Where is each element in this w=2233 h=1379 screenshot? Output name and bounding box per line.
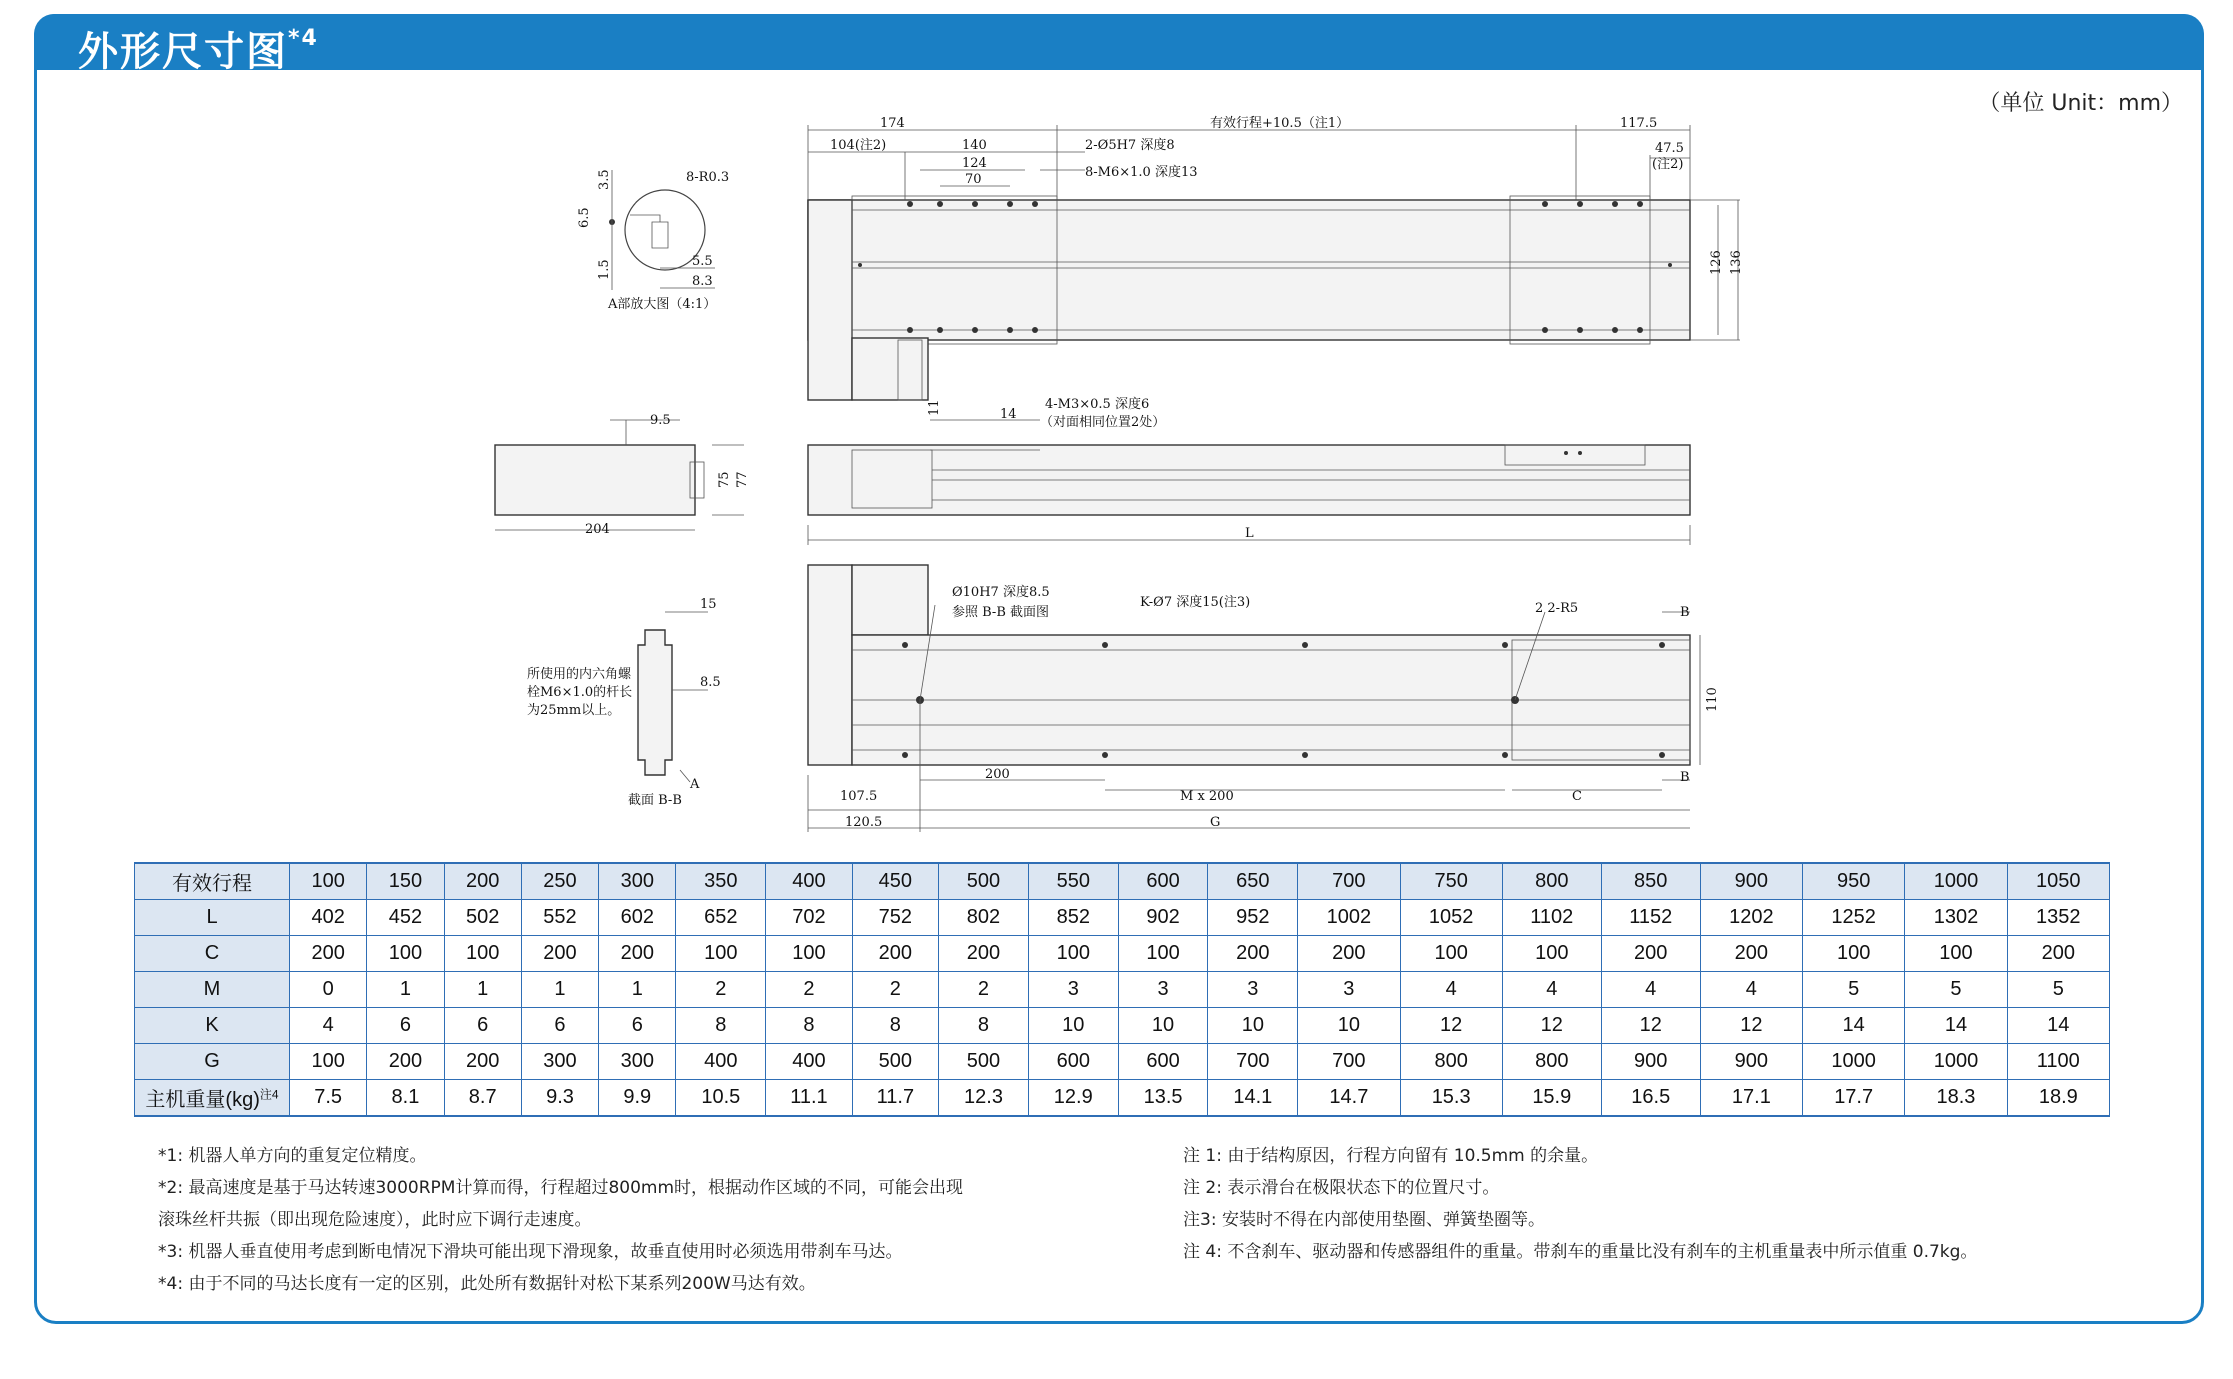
dim-9-5: 9.5 — [650, 413, 671, 428]
table-cell: 4 — [1400, 972, 1502, 1008]
table-cell: 600 — [1028, 1044, 1118, 1080]
table-cell: 8.7 — [444, 1080, 521, 1117]
table-cell: 700 — [1208, 1044, 1298, 1080]
table-cell: 1202 — [1700, 900, 1802, 936]
dim-124: 124 — [962, 156, 987, 171]
detail-6-5: 6.5 — [577, 207, 592, 228]
table-cell: 6 — [521, 1008, 598, 1044]
table-cell: 952 — [1208, 900, 1298, 936]
section-caption: 截面 B-B — [628, 793, 682, 808]
table-cell: 750 — [1400, 863, 1502, 900]
row-label: G — [135, 1044, 290, 1080]
table-cell: 600 — [1118, 1044, 1208, 1080]
unit-label: （单位 Unit：mm） — [1978, 91, 2183, 116]
table-cell: 15.3 — [1400, 1080, 1502, 1117]
detail-caption: A部放大图（4:1） — [608, 297, 717, 312]
spec-table — [134, 862, 2110, 1117]
table-cell: 1302 — [1905, 900, 2007, 936]
ref-callout: 参照 B-B 截面图 — [952, 605, 1050, 620]
table-cell: 8.1 — [367, 1080, 444, 1117]
table-cell: 9.3 — [521, 1080, 598, 1117]
dim-140: 140 — [962, 138, 987, 153]
dim-104: 104(注2) — [830, 138, 887, 153]
table-cell: 3 — [1118, 972, 1208, 1008]
table-cell: 13.5 — [1118, 1080, 1208, 1117]
table-cell: 100 — [1028, 936, 1118, 972]
table-cell: 6 — [367, 1008, 444, 1044]
table-row — [135, 936, 2110, 972]
table-cell: 17.1 — [1700, 1080, 1802, 1117]
table-cell: 5 — [2007, 972, 2109, 1008]
table-cell: 452 — [367, 900, 444, 936]
table-cell: 12 — [1502, 1008, 1601, 1044]
note-line: *4: 由于不同的马达长度有一定的区别，此处所有数据针对松下某系列200W马达有效。 — [158, 1274, 816, 1294]
table-cell: 702 — [766, 900, 852, 936]
dim-11: 11 — [927, 399, 942, 416]
table-cell: 700 — [1298, 863, 1400, 900]
table-cell: 2 — [676, 972, 766, 1008]
table-cell: 100 — [1905, 936, 2007, 972]
table-cell: 200 — [939, 936, 1029, 972]
table-cell: 1050 — [2007, 863, 2109, 900]
table-cell: 10 — [1208, 1008, 1298, 1044]
dim-117-5: 117.5 — [1620, 116, 1658, 131]
table-cell: 10 — [1028, 1008, 1118, 1044]
title-footnote: *4 — [288, 25, 319, 51]
table-cell: 2 — [939, 972, 1029, 1008]
table-cell: 12 — [1700, 1008, 1802, 1044]
table-cell: 200 — [521, 936, 598, 972]
notes-left — [158, 1140, 963, 1300]
table-cell: 300 — [521, 1044, 598, 1080]
table-cell: 1100 — [2007, 1044, 2109, 1080]
table-cell: 3 — [1298, 972, 1400, 1008]
table-cell: 900 — [1700, 863, 1802, 900]
table-cell: 100 — [367, 936, 444, 972]
row-label: M — [135, 972, 290, 1008]
table-cell: 100 — [1118, 936, 1208, 972]
table-cell: 200 — [1208, 936, 1298, 972]
dim-120-5: 120.5 — [845, 815, 883, 830]
dim-136: 136 — [1729, 250, 1744, 275]
r5-callout: 2 2-R5 — [1535, 601, 1579, 616]
note-line: 注 1: 由于结构原因，行程方向留有 10.5mm 的余量。 — [1183, 1146, 1599, 1166]
top-view — [808, 116, 1744, 400]
detail-a — [577, 169, 729, 312]
table-cell: 800 — [1400, 1044, 1502, 1080]
table-cell: 752 — [852, 900, 938, 936]
table-cell: 200 — [852, 936, 938, 972]
table-cell: 350 — [676, 863, 766, 900]
table-cell: 16.5 — [1601, 1080, 1700, 1117]
note-line: *2: 最高速度是基于马达转速3000RPM计算而得，行程超过800mm时，根据动作区域的不同，可能会出现 — [158, 1178, 964, 1198]
tap-callout: 4-M3×0.5 深度6 — [1045, 397, 1150, 412]
table-cell: 100 — [444, 936, 521, 972]
row-label: K — [135, 1008, 290, 1044]
table-cell: 700 — [1298, 1044, 1400, 1080]
dim-110: 110 — [1705, 687, 1720, 712]
dim-m: M x 200 — [1180, 789, 1234, 804]
table-cell: 4 — [1700, 972, 1802, 1008]
table-cell: 8 — [939, 1008, 1029, 1044]
table-cell: 552 — [521, 900, 598, 936]
dim-174: 174 — [880, 116, 905, 131]
table-cell: 500 — [939, 863, 1029, 900]
detail-r: 8-R0.3 — [686, 170, 730, 185]
table-cell: 1052 — [1400, 900, 1502, 936]
table-cell: 200 — [1601, 936, 1700, 972]
b-label-1: B — [1680, 605, 1690, 620]
table-cell: 5 — [1905, 972, 2007, 1008]
row-label: L — [135, 900, 290, 936]
dim-70: 70 — [965, 172, 982, 187]
table-cell: 200 — [444, 863, 521, 900]
table-cell: 10 — [1118, 1008, 1208, 1044]
table-cell: 15.9 — [1502, 1080, 1601, 1117]
table-cell: 1352 — [2007, 900, 2109, 936]
table-cell: 18.3 — [1905, 1080, 2007, 1117]
table-cell: 400 — [766, 863, 852, 900]
row-label: C — [135, 936, 290, 972]
table-cell: 802 — [939, 900, 1029, 936]
table-cell: 400 — [676, 1044, 766, 1080]
table-cell: 8 — [766, 1008, 852, 1044]
table-cell: 2 — [852, 972, 938, 1008]
note-line: 注 4: 不含刹车、驱动器和传感器组件的重量。带刹车的重量比没有刹车的主机重量表中所示值重 0.7kg。 — [1183, 1242, 1978, 1262]
table-cell: 1 — [367, 972, 444, 1008]
table-cell: 11.7 — [852, 1080, 938, 1117]
note-line: *1: 机器人单方向的重复定位精度。 — [158, 1146, 427, 1166]
table-row — [135, 900, 2110, 936]
table-cell: 850 — [1601, 863, 1700, 900]
table-cell: 200 — [1298, 936, 1400, 972]
table-cell: 12.3 — [939, 1080, 1029, 1117]
dim-stroke: 有效行程+10.5（注1） — [1210, 116, 1350, 131]
table-cell: 2 — [766, 972, 852, 1008]
table-cell: 4 — [290, 1008, 367, 1044]
section-8-5: 8.5 — [700, 675, 721, 690]
table-cell: 100 — [290, 1044, 367, 1080]
table-cell: 100 — [1803, 936, 1905, 972]
table-cell: 600 — [1118, 863, 1208, 900]
section-15: 15 — [700, 597, 717, 612]
table-cell: 18.9 — [2007, 1080, 2109, 1117]
hole-callout-2: 8-M6×1.0 深度13 — [1085, 165, 1198, 180]
table-cell: 300 — [599, 1044, 676, 1080]
section-note-2: 栓M6×1.0的杆长 — [527, 685, 633, 700]
table-cell: 900 — [1700, 1044, 1802, 1080]
table-cell: 6 — [444, 1008, 521, 1044]
table-cell: 12 — [1601, 1008, 1700, 1044]
row-label: 有效行程 — [135, 863, 290, 900]
k-callout: K-Ø7 深度15(注3) — [1140, 595, 1251, 610]
table-cell: 12.9 — [1028, 1080, 1118, 1117]
table-cell: 1 — [599, 972, 676, 1008]
dim-47-5: 47.5 — [1655, 141, 1684, 156]
dim-c: C — [1572, 789, 1582, 804]
table-cell: 5 — [1803, 972, 1905, 1008]
table-cell: 14 — [1803, 1008, 1905, 1044]
tap-callout-2: （对面相同位置2处） — [1040, 415, 1166, 430]
table-row — [135, 1080, 2110, 1117]
dim-200: 200 — [985, 767, 1010, 782]
table-cell: 14 — [2007, 1008, 2109, 1044]
table-cell: 550 — [1028, 863, 1118, 900]
table-cell: 402 — [290, 900, 367, 936]
table-cell: 17.7 — [1803, 1080, 1905, 1117]
table-cell: 200 — [444, 1044, 521, 1080]
table-cell: 650 — [1208, 863, 1298, 900]
section-a: A — [690, 777, 700, 792]
table-cell: 1000 — [1905, 1044, 2007, 1080]
note-line: 注3: 安装时不得在内部使用垫圈、弹簧垫圈等。 — [1183, 1210, 1545, 1230]
dim-14: 14 — [1000, 407, 1017, 422]
table-cell: 1002 — [1298, 900, 1400, 936]
table-cell: 9.9 — [599, 1080, 676, 1117]
table-cell: 652 — [676, 900, 766, 936]
bore-callout: Ø10H7 深度8.5 — [952, 585, 1050, 600]
table-cell: 100 — [1400, 936, 1502, 972]
table-cell: 3 — [1028, 972, 1118, 1008]
table-cell: 1000 — [1905, 863, 2007, 900]
table-cell: 400 — [766, 1044, 852, 1080]
table-cell: 450 — [852, 863, 938, 900]
detail-5-5: 5.5 — [692, 254, 713, 269]
table-cell: 11.1 — [766, 1080, 852, 1117]
notes-right — [1183, 1140, 1977, 1268]
dim-L: L — [1245, 526, 1254, 541]
table-row — [135, 972, 2110, 1008]
note-2: (注2) — [1652, 157, 1684, 172]
note-line: *3: 机器人垂直使用考虑到断电情况下滑块可能出现下滑现象，故垂直使用时必须选用带刹车马达。 — [158, 1242, 903, 1262]
table-cell: 14.1 — [1208, 1080, 1298, 1117]
note-line: 滚珠丝杆共振（即出现危险速度），此时应下调行走速度。 — [158, 1210, 592, 1230]
table-cell: 1102 — [1502, 900, 1601, 936]
table-cell: 800 — [1502, 1044, 1601, 1080]
table-cell: 800 — [1502, 863, 1601, 900]
table-cell: 1 — [521, 972, 598, 1008]
section-note-1: 所使用的内六角螺 — [527, 667, 632, 682]
table-cell: 902 — [1118, 900, 1208, 936]
dim-77: 77 — [735, 471, 750, 488]
table-row — [135, 1008, 2110, 1044]
table-cell: 1252 — [1803, 900, 1905, 936]
end-view — [495, 413, 750, 537]
table-cell: 200 — [1700, 936, 1802, 972]
table-cell: 4 — [1601, 972, 1700, 1008]
table-header-row — [135, 863, 2110, 900]
dim-107-5: 107.5 — [840, 789, 878, 804]
table-cell: 1 — [444, 972, 521, 1008]
table-cell: 100 — [676, 936, 766, 972]
table-cell: 10 — [1298, 1008, 1400, 1044]
row-label: 主机重量(kg)$^{注4}$ — [135, 1080, 290, 1117]
table-cell: 200 — [599, 936, 676, 972]
table-cell: 900 — [1601, 1044, 1700, 1080]
dim-204: 204 — [585, 522, 610, 537]
table-cell: 950 — [1803, 863, 1905, 900]
table-cell: 100 — [1502, 936, 1601, 972]
row-label-sup: 注4 — [259, 1087, 279, 1102]
table-cell: 6 — [599, 1008, 676, 1044]
table-cell: 500 — [939, 1044, 1029, 1080]
table-cell: 852 — [1028, 900, 1118, 936]
table-cell: 14 — [1905, 1008, 2007, 1044]
table-cell: 14.7 — [1298, 1080, 1400, 1117]
table-cell: 200 — [2007, 936, 2109, 972]
detail-8-3: 8.3 — [692, 274, 713, 289]
table-cell: 12 — [1400, 1008, 1502, 1044]
table-cell: 250 — [521, 863, 598, 900]
b-label-2: B — [1680, 770, 1690, 785]
table-cell: 7.5 — [290, 1080, 367, 1117]
hole-callout-1: 2-Ø5H7 深度8 — [1085, 138, 1175, 153]
table-cell: 4 — [1502, 972, 1601, 1008]
dim-126: 126 — [1709, 250, 1724, 275]
table-cell: 300 — [599, 863, 676, 900]
detail-3-5: 3.5 — [597, 169, 612, 190]
table-cell: 150 — [367, 863, 444, 900]
note-line: 注 2: 表示滑台在极限状态下的位置尺寸。 — [1183, 1178, 1500, 1198]
table-cell: 10.5 — [676, 1080, 766, 1117]
table-cell: 200 — [290, 936, 367, 972]
table-cell: 200 — [367, 1044, 444, 1080]
table-cell: 8 — [676, 1008, 766, 1044]
table-cell: 100 — [290, 863, 367, 900]
table-cell: 0 — [290, 972, 367, 1008]
table-cell: 3 — [1208, 972, 1298, 1008]
table-row — [135, 1044, 2110, 1080]
dim-g: G — [1210, 815, 1221, 830]
section-note-3: 为25mm以上。 — [527, 703, 621, 718]
table-cell: 1000 — [1803, 1044, 1905, 1080]
table-cell: 602 — [599, 900, 676, 936]
table-cell: 100 — [766, 936, 852, 972]
table-cell: 502 — [444, 900, 521, 936]
table-cell: 500 — [852, 1044, 938, 1080]
section-bb — [527, 597, 721, 808]
side-view — [808, 396, 1690, 545]
bottom-view — [808, 565, 1720, 832]
detail-1-5: 1.5 — [597, 259, 612, 280]
table-cell: 1152 — [1601, 900, 1700, 936]
table-cell: 8 — [852, 1008, 938, 1044]
page-title: 外形尺寸图$^{*4}$ — [78, 25, 319, 75]
dim-75: 75 — [717, 471, 732, 488]
